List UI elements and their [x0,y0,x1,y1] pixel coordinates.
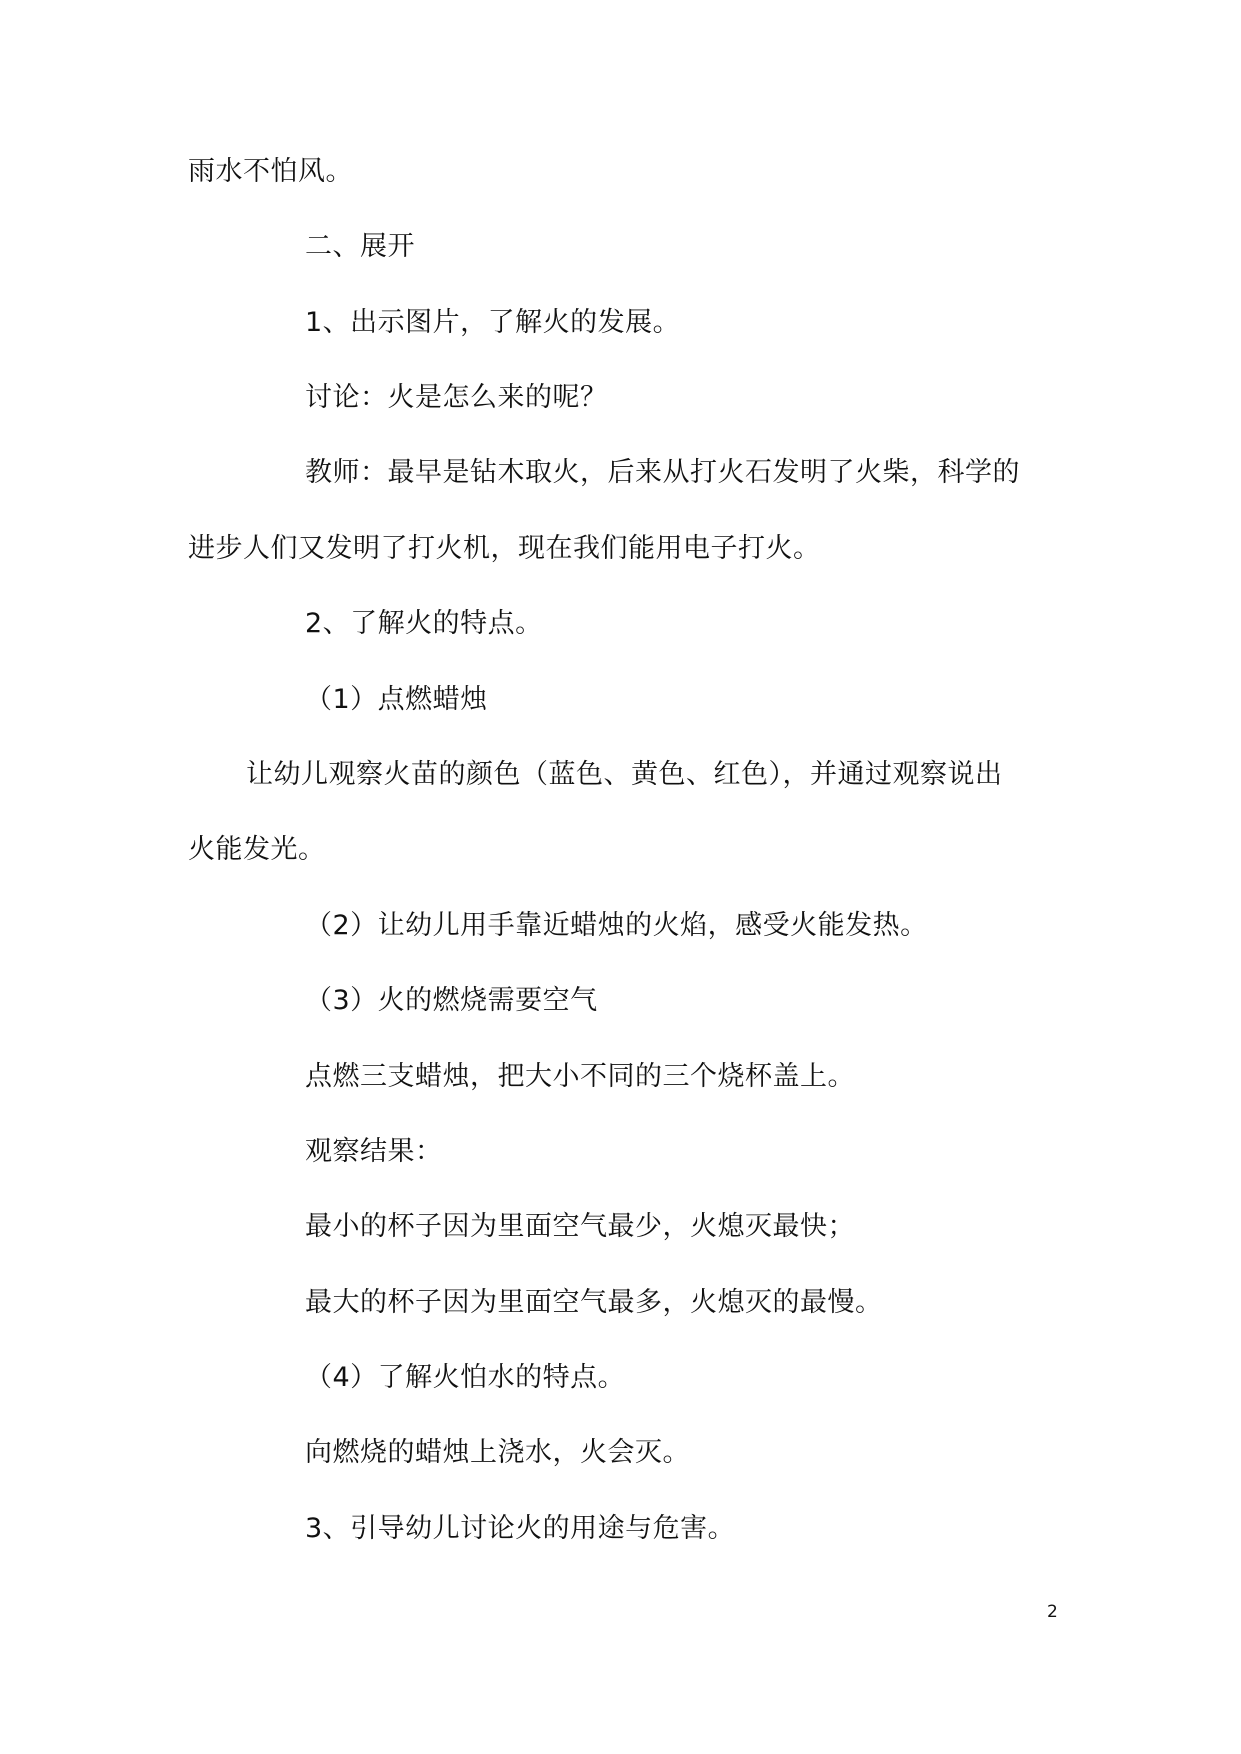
section-heading: 二、展开 [305,231,415,262]
step-heading: 3、引导幼儿讨论火的用途与危害。 [305,1513,736,1544]
text-line: 向燃烧的蜡烛上浇水，火会灭。 [305,1437,690,1468]
text-line: 观察结果： [305,1136,443,1167]
step-heading: 2、了解火的特点。 [305,608,543,639]
sub-step-heading: （1）点燃蜡烛 [305,684,488,715]
sub-step-heading: （2）让幼儿用手靠近蜡烛的火焰，感受火能发热。 [305,910,928,941]
sub-step-heading: （3）火的燃烧需要空气 [305,985,598,1016]
text-line: 最小的杯子因为里面空气最少，火熄灭最快； [305,1211,855,1242]
text-line: 进步人们又发明了打火机，现在我们能用电子打火。 [188,533,821,564]
text-line: 雨水不怕风。 [188,156,353,187]
page-number: 2 [1047,1602,1058,1622]
text-line: 讨论：火是怎么来的呢？ [305,382,608,413]
text-line: 让幼儿观察火苗的颜色（蓝色、黄色、红色），并通过观察说出 [246,759,1003,790]
text-line: 最大的杯子因为里面空气最多，火熄灭的最慢。 [305,1287,883,1318]
text-line: 火能发光。 [188,834,326,865]
text-line: 教师：最早是钻木取火，后来从打火石发明了火柴，科学的 [305,457,1020,488]
sub-step-heading: （4）了解火怕水的特点。 [305,1362,626,1393]
text-line: 点燃三支蜡烛，把大小不同的三个烧杯盖上。 [305,1061,855,1092]
step-heading: 1、出示图片，了解火的发展。 [305,307,681,338]
